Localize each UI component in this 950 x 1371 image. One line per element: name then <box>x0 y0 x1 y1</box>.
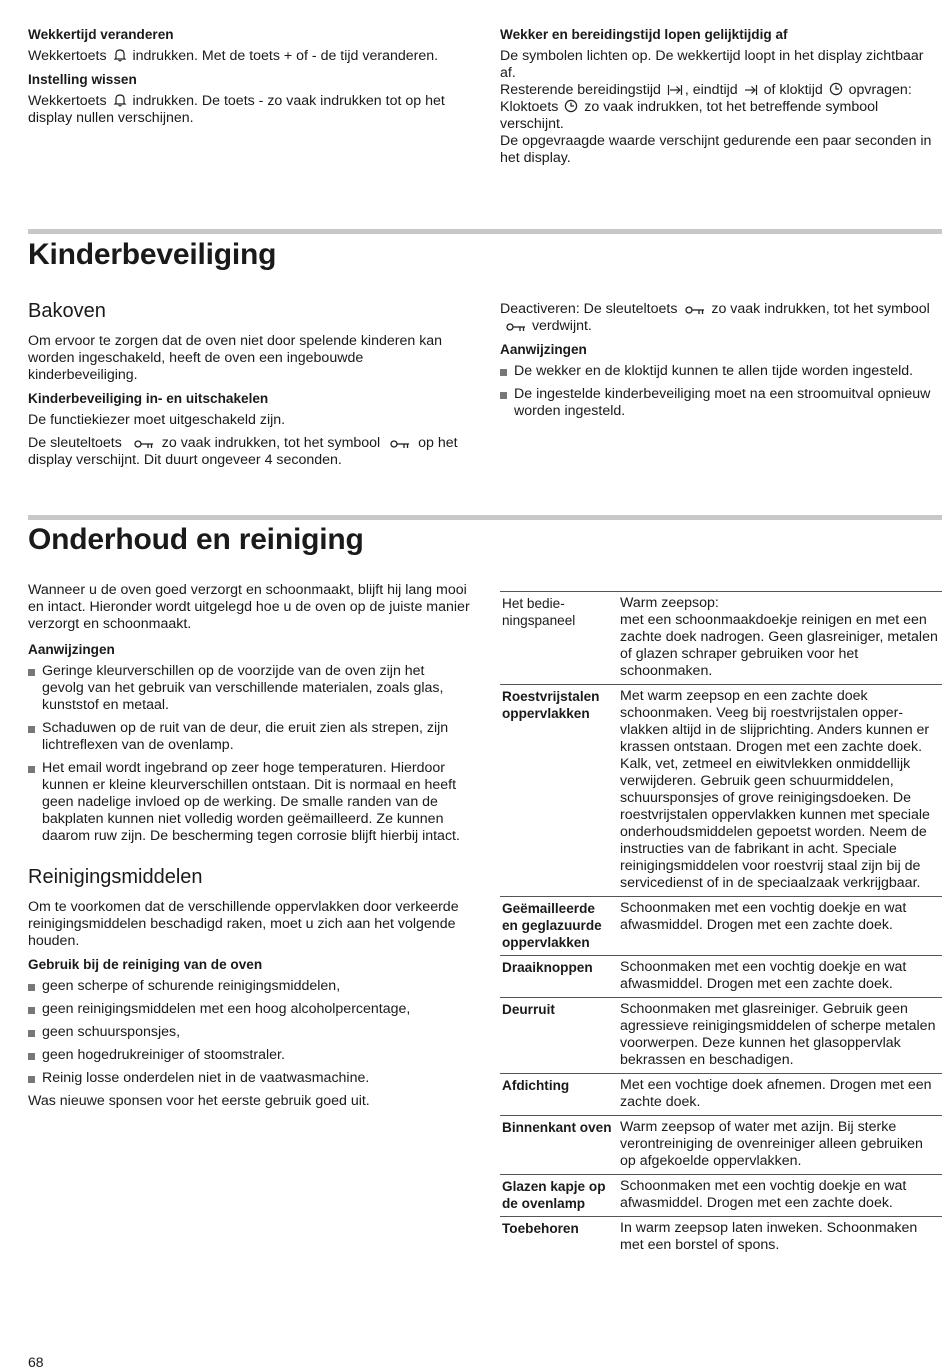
paragraph-symbols: De symbolen lichten op. De wekkertijd loopt in het display zichtbaar af. <box>500 48 924 81</box>
key-icon <box>506 322 526 332</box>
table-cell-surface: Draaiknoppen <box>500 956 616 998</box>
heading-oven-cleaning-use: Gebruik bij de reiniging van de oven <box>28 957 263 972</box>
page-number: 68 <box>28 1354 44 1370</box>
heading-alarm-cooking-time: Wekker en bereidingstijd lopen gelijktijdig af <box>500 27 788 42</box>
section-title-maintenance: Onderhoud en reiniging <box>28 523 364 556</box>
table-cell-instruction: Warm zeepsop of water met azijn. Bij sterke verontreiniging de ovenreiniger alleen gebruiken op afgekoelde oppervlakken. <box>616 1116 942 1175</box>
child-lock-right-column <box>500 301 942 426</box>
heading-child-lock-toggle: Kinderbeveiliging in- en uitschakelen <box>28 391 269 406</box>
list-item: geen schuursponsjes, <box>28 1024 470 1041</box>
paragraph-query-time: Resterende bereidingstijd , eindtijd of kloktijd opvragen: <box>500 82 912 98</box>
paragraph-child-lock-intro: Om ervoor te zorgen dat de oven niet door spelende kinderen kan worden ingeschakeld, heeft de oven een ingebouwde kinderbeveiliging. <box>28 333 443 383</box>
paragraph-key-button: De sleuteltoets zo vaak indrukken, tot het symbool op het display verschijnt. Dit duurt ongeveer 4 seconden. <box>28 435 458 468</box>
list-item: geen scherpe of schurende reinigingsmiddelen, <box>28 978 470 995</box>
table-cell-surface: Roestvrijstalen oppervlakken <box>500 685 616 897</box>
table-cell-instruction: Schoonmaken met glasreiniger. Gebruik geen agressieve reinigingsmiddelen of scherpe metalen voorwerpen. Deze kunnen het glasoppervlak bekrassen en beschadigen. <box>616 998 942 1074</box>
table-cell-instruction: Schoonmaken met een vochtig doekje en wat afwasmiddel. Drogen met een zachte doek. <box>616 897 942 956</box>
table-cell-surface: Toebehoren <box>500 1217 616 1259</box>
list-item: geen reinigingsmiddelen met een hoog alcoholpercentage, <box>28 1001 470 1018</box>
paragraph-deactivate: Deactiveren: De sleuteltoets zo vaak indrukken, tot het symbool verdwijnt. <box>500 301 930 334</box>
heading-clear-setting: Instelling wissen <box>28 72 137 87</box>
end-time-icon <box>744 84 758 96</box>
bell-icon <box>113 48 127 62</box>
duration-icon <box>667 84 683 96</box>
table-cell-instruction: Met een vochtige doek afnemen. Drogen met een zachte doek. <box>616 1074 942 1116</box>
bell-icon <box>113 93 127 107</box>
list-item: Schaduwen op de ruit van de deur, die eruit zien als strepen, zijn lichtreflexen van de ovenlamp. <box>28 720 470 754</box>
maintenance-notes-list <box>28 663 470 845</box>
list-item: De wekker en de kloktijd kunnen te allen tijde worden ingesteld. <box>500 363 942 380</box>
subtitle-oven: Bakoven <box>28 300 106 322</box>
cleaners-list <box>28 978 470 1087</box>
table-cell-surface: Het bedieningspaneel <box>500 592 616 685</box>
list-item: Reinig losse onderdelen niet in de vaatwasmachine. <box>28 1070 470 1087</box>
alarm-and-cooking-time-section <box>500 26 942 167</box>
key-icon <box>390 439 410 449</box>
heading-notes: Aanwijzingen <box>500 342 587 357</box>
table-row <box>500 685 942 897</box>
paragraph-maintenance-intro: Wanneer u de oven goed verzorgt en schoonmaakt, blijft hij lang mooi en intact. Hieronder wordt uitgelegd hoe u de oven op de juiste manier verzorgt en schoonmaakt. <box>28 582 470 632</box>
section-divider <box>28 229 942 234</box>
table-cell-instruction: Schoonmaken met een vochtig doekje en wat afwasmiddel. Drogen met een zachte doek. <box>616 1175 942 1217</box>
heading-change-alarm: Wekkertijd veranderen <box>28 27 174 42</box>
section-divider <box>28 515 942 520</box>
child-lock-left-column <box>28 299 470 475</box>
table-row <box>500 897 942 956</box>
clock-icon <box>829 82 843 96</box>
subtitle-cleaners: Reinigingsmiddelen <box>28 866 203 888</box>
table-cell-surface: Glazen kapje op de ovenlamp <box>500 1175 616 1217</box>
list-item: geen hogedrukreiniger of stoomstraler. <box>28 1047 470 1064</box>
list-item: De ingestelde kinderbeveiliging moet na een stroomuitval opnieuw worden ingesteld. <box>500 386 942 420</box>
clock-icon <box>564 99 578 113</box>
table-row <box>500 1175 942 1217</box>
table-cell-instruction: Warm zeepsop: met een schoonmaakdoekje reinigen en met een zachte doek nadrogen. Geen glasreiniger, metalen of glazen schraper gebruiken voor het schoonmaken. <box>616 592 942 685</box>
paragraph-queried-value: De opgevraagde waarde verschijnt gedurende een paar seconden in het display. <box>500 133 932 166</box>
alarm-settings-section <box>28 26 470 133</box>
paragraph-wash-sponges: Was nieuwe sponsen voor het eerste gebruik goed uit. <box>28 1093 370 1109</box>
list-item: Het email wordt ingebrand op zeer hoge temperaturen. Hierdoor kunnen er kleine kleurverschillen ontstaan. Dit is normaal en heeft geen nadelige invloed op de werking. De smalle randen van de bakplaten kunnen niet volledig worden geëmailleerd. Ze kunnen daarom ruw zijn. De bescherming tegen corrosie blijft hierbij intact. <box>28 760 470 845</box>
paragraph-change-alarm: Wekkertoets indrukken. Met de toets + of - de tijd veranderen. <box>28 48 439 64</box>
table-cell-instruction: Schoonmaken met een vochtig doekje en wat afwasmiddel. Drogen met een zachte doek. <box>616 956 942 998</box>
table-cell-surface: Geëmailleerde en geglazuurde oppervlakken <box>500 897 616 956</box>
table-cell-surface: Deurruit <box>500 998 616 1074</box>
table-cell-surface: Binnenkant oven <box>500 1116 616 1175</box>
list-item: Geringe kleurverschillen op de voorzijde van de oven zijn het gevolg van het gebruik van verschillende materialen, zoals glas, kunststof en metaal. <box>28 663 470 714</box>
table-row <box>500 998 942 1074</box>
table-cell-surface: Afdichting <box>500 1074 616 1116</box>
table-cell-instruction: Met warm zeepsop en een zachte doek schoonmaken. Veeg bij roestvrijstalen oppervlakken altijd in de slijprichting. Anders kunnen er krassen ontstaan. Drogen met een zachte doek. Kalk, vet, zetmeel en eiwitvlekken onmiddellijk verwijderen. Gebruik geen schuurmiddelen, schuursponsjes of grove reinigingsdoeken. De roestvrijstalen oppervlakken kunnen met speciale onderhoudsmiddelen gepoetst worden. Neem de instructies van de fabrikant in acht. Speciale reinigingsmiddelen voor roestvrij staal zijn bij de servicedienst of in de speciaalzaak verkrijgbaar. <box>616 685 942 897</box>
table-row <box>500 956 942 998</box>
maintenance-left-column <box>28 582 470 1116</box>
child-lock-notes-list <box>500 363 942 420</box>
table-row <box>500 1074 942 1116</box>
paragraph-cleaners-intro: Om te voorkomen dat de verschillende oppervlakken door verkeerde reinigingsmiddelen beschadigd raken, moet u zich aan het volgende houden. <box>28 899 459 949</box>
table-row <box>500 592 942 685</box>
key-icon <box>685 305 705 315</box>
key-icon <box>134 439 154 449</box>
table-cell-instruction: In warm zeepsop laten inweken. Schoonmaken met een borstel of spons. <box>616 1217 942 1259</box>
paragraph-clock-key: Kloktoets zo vaak indrukken, tot het betreffende symbool verschijnt. <box>500 99 879 132</box>
heading-notes: Aanwijzingen <box>28 642 115 657</box>
table-row <box>500 1116 942 1175</box>
section-title-child-lock: Kinderbeveiliging <box>28 238 277 271</box>
paragraph-clear-setting: Wekkertoets indrukken. De toets - zo vaak indrukken tot op het display nullen verschijnen. <box>28 93 445 126</box>
paragraph-function-selector: De functiekiezer moet uitgeschakeld zijn. <box>28 412 286 428</box>
table-row <box>500 1217 942 1259</box>
cleaning-table <box>500 591 942 1258</box>
